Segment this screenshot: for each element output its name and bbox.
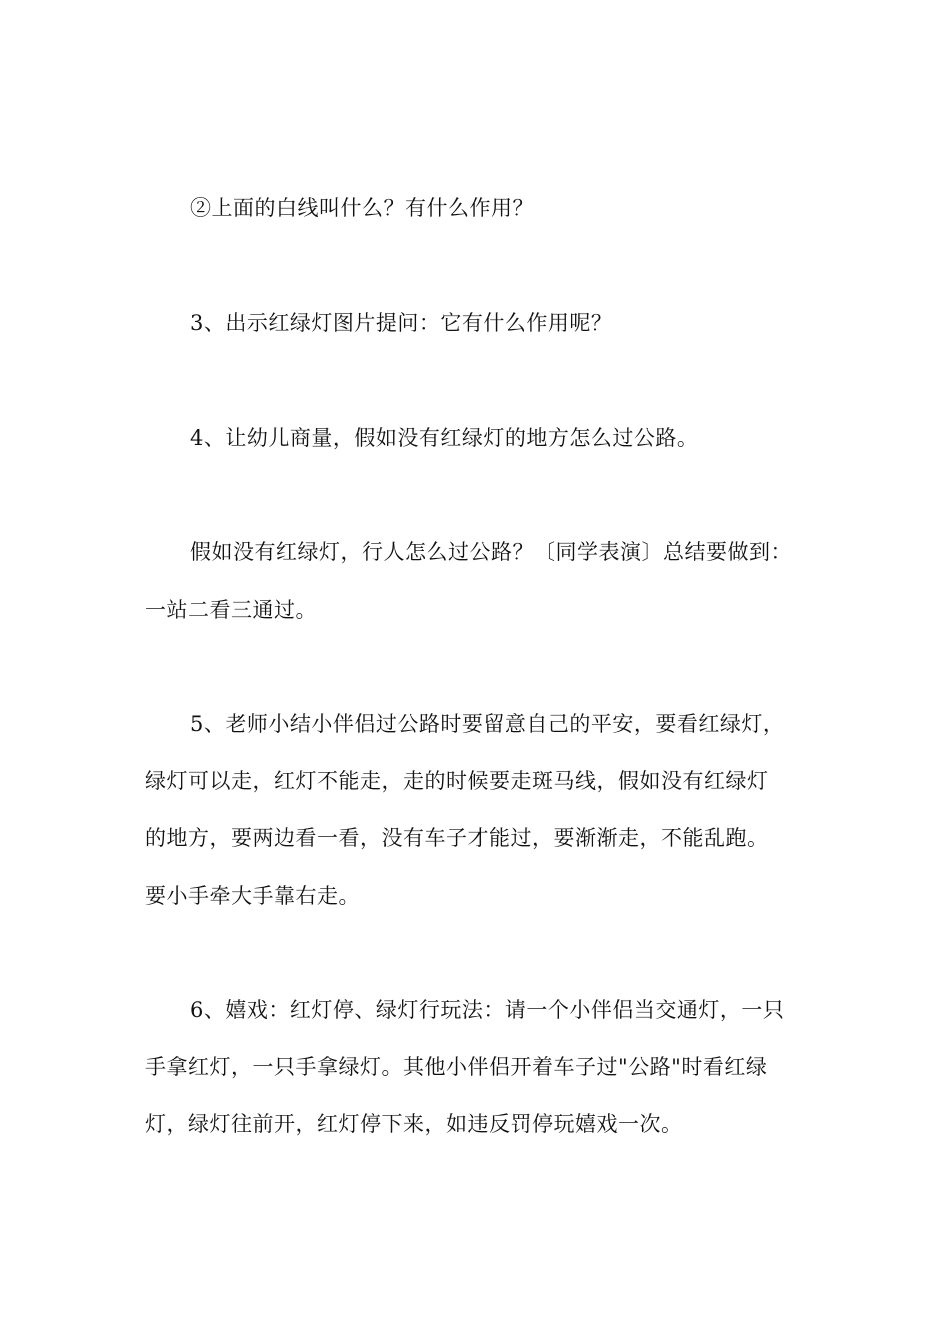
paragraph-line: 3、出示红绿灯图片提问：它有什么作用呢？ xyxy=(190,311,613,335)
paragraph-line: ②上面的白线叫什么？有什么作用？ xyxy=(190,196,534,220)
paragraph-line: 6、嬉戏：红灯停、绿灯行玩法：请一个小伴侣当交通灯，一只 xyxy=(190,998,785,1022)
paragraph-line: 假如没有红绿灯，行人怎么过公路？〔同学表演〕总结要做到： xyxy=(190,540,792,564)
paragraph-line: 手拿红灯，一只手拿绿灯。其他小伴侣开着车子过"公路"时看红绿 xyxy=(145,1055,768,1079)
paragraph-line: 灯，绿灯往前开，红灯停下来，如违反罚停玩嬉戏一次。 xyxy=(145,1112,683,1136)
paragraph-line: 绿灯可以走，红灯不能走，走的时候要走斑马线，假如没有红绿灯 xyxy=(145,769,769,793)
paragraph-line: 5、老师小结小伴侣过公路时要留意自己的平安，要看红绿灯， xyxy=(190,712,785,736)
paragraph-line: 要小手牵大手靠右走。 xyxy=(145,884,360,908)
paragraph-line: 4、让幼儿商量，假如没有红绿灯的地方怎么过公路。 xyxy=(190,426,699,450)
paragraph-line: 一站二看三通过。 xyxy=(145,598,317,622)
paragraph-line: 的地方，要两边看一看，没有车子才能过，要渐渐走，不能乱跑。 xyxy=(145,826,769,850)
